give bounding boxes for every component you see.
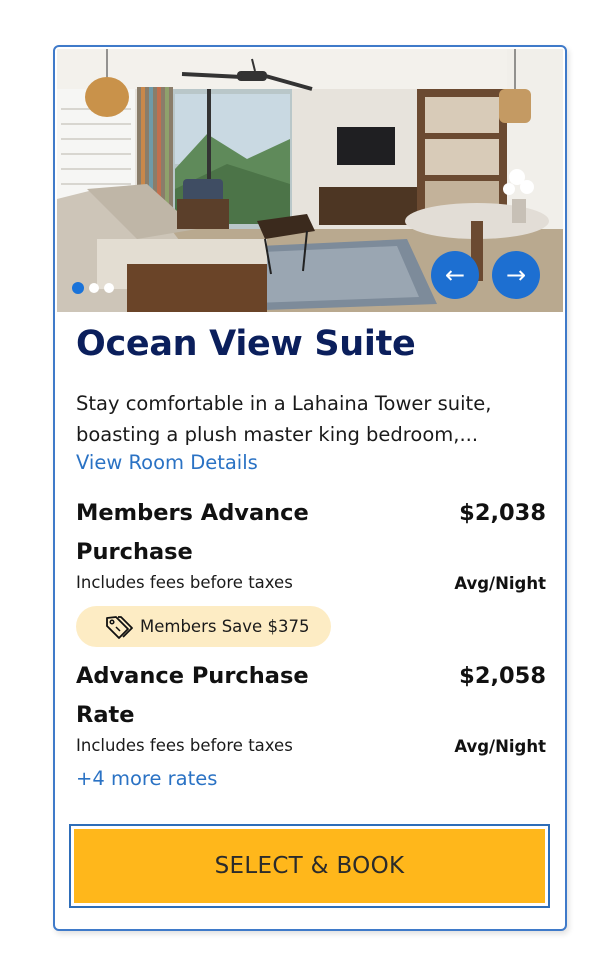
rate-per-night: Avg/Night [454,573,546,593]
view-room-details-link[interactable]: View Room Details [76,451,258,474]
rate-fees-note: Includes fees before taxes [76,573,293,592]
carousel-dot-1[interactable] [72,282,84,294]
rate-option[interactable] [76,657,546,758]
rate-price: $2,058 [459,663,546,689]
select-and-book-button[interactable]: SELECT & BOOK [74,829,545,903]
rate-per-night: Avg/Night [454,736,546,756]
arrow-right-icon: → [505,261,527,289]
carousel-dots [72,282,114,294]
room-description: Stay comfortable in a Lahaina Tower suite, boasting a plush master king bedroom,... [76,392,492,446]
room-card [53,45,567,931]
rate-fees-note: Includes fees before taxes [76,736,293,755]
carousel-dot-3[interactable] [104,283,114,293]
card-content [76,312,546,792]
rate-name: Members Advance Purchase [76,500,309,565]
rate-price: $2,038 [459,500,546,526]
more-rates-link[interactable]: +4 more rates [76,767,218,790]
carousel-next-button[interactable] [492,251,540,299]
rate-option[interactable] [76,494,546,647]
select-book-focus-ring [69,824,550,908]
arrow-left-icon: ← [444,261,466,289]
room-photo-carousel[interactable] [57,49,563,312]
room-title: Ocean View Suite [76,324,416,364]
members-save-badge [76,606,331,647]
members-save-text: Members Save $375 [140,617,310,636]
price-tags-icon [104,614,134,640]
room-photo [57,49,563,312]
carousel-dot-2[interactable] [89,283,99,293]
carousel-prev-button[interactable] [431,251,479,299]
rate-name: Advance Purchase Rate [76,663,309,728]
